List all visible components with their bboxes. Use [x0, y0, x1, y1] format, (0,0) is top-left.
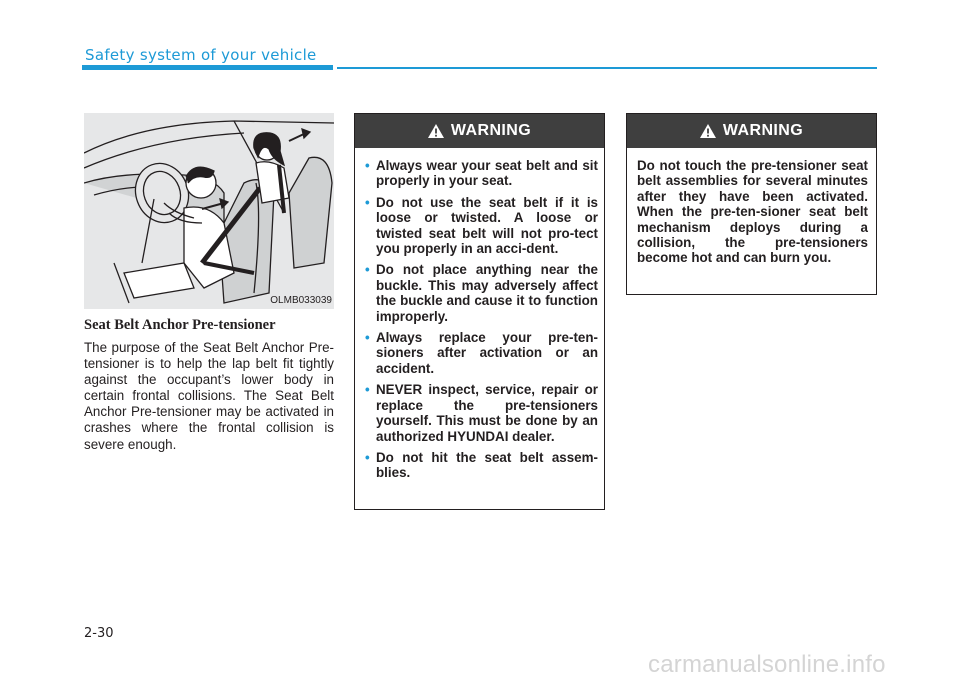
warning-header-1 [355, 114, 604, 148]
warning-list-item: • Always replace your pre-ten-sioners after activation or an accident. [365, 330, 598, 376]
warning-box-2 [626, 113, 877, 295]
warning-box-1 [354, 113, 605, 510]
seat-belt-illustration [84, 113, 334, 309]
warning-title-1: WARNING [450, 122, 532, 139]
warning-title-2: WARNING [722, 122, 804, 139]
warning-header-2 [627, 114, 876, 148]
warning-list-item: • Do not hit the seat belt assem-blies. [365, 449, 598, 481]
header-accent-bar [82, 65, 333, 70]
header-rule [337, 67, 877, 69]
section-body-text: The purpose of the Seat Belt Anchor Pre-tensioner is to help the lap belt fit tightly against the occupant’s lower body in certain frontal collisions. The Seat Belt Anchor Pre-tensioner may be activated in crashes where the frontal collision is severe enough. [84, 340, 334, 452]
warning-text-2: Do not touch the pre-tensioner seat belt assemblies for several minutes after they have been activated. When the pre-ten-sioner seat belt mechanism deploys during a collision, the pre-tensioners become hot and can burn you. [637, 158, 868, 266]
page-number: 2-30 [84, 626, 114, 641]
warning-list-item: • Do not place anything near the buckle. This may adversely affect the buckle and cause it to function improperly. [365, 262, 598, 324]
car-interior-drawing [84, 113, 334, 309]
section-header-title: Safety system of your vehicle [85, 46, 317, 64]
section-heading: Seat Belt Anchor Pre-tensioner [84, 317, 276, 333]
watermark: carmanualsonline.info [648, 651, 886, 678]
figure-code: OLMB033039 [270, 295, 332, 306]
warning-list-item: • NEVER inspect, service, repair or replace the pre-tensioners yourself. This must be done by an authorized HYUNDAI dealer. [365, 382, 598, 444]
warning-list-1 [355, 148, 604, 481]
warning-list-item: • Always wear your seat belt and sit properly in your seat. [365, 158, 598, 189]
warning-triangle-icon [428, 124, 444, 138]
warning-triangle-icon [700, 124, 716, 138]
warning-list-item: • Do not use the seat belt if it is loose or twisted. A loose or twisted seat belt will not pro-tect you properly in an acci-dent. [365, 194, 598, 257]
